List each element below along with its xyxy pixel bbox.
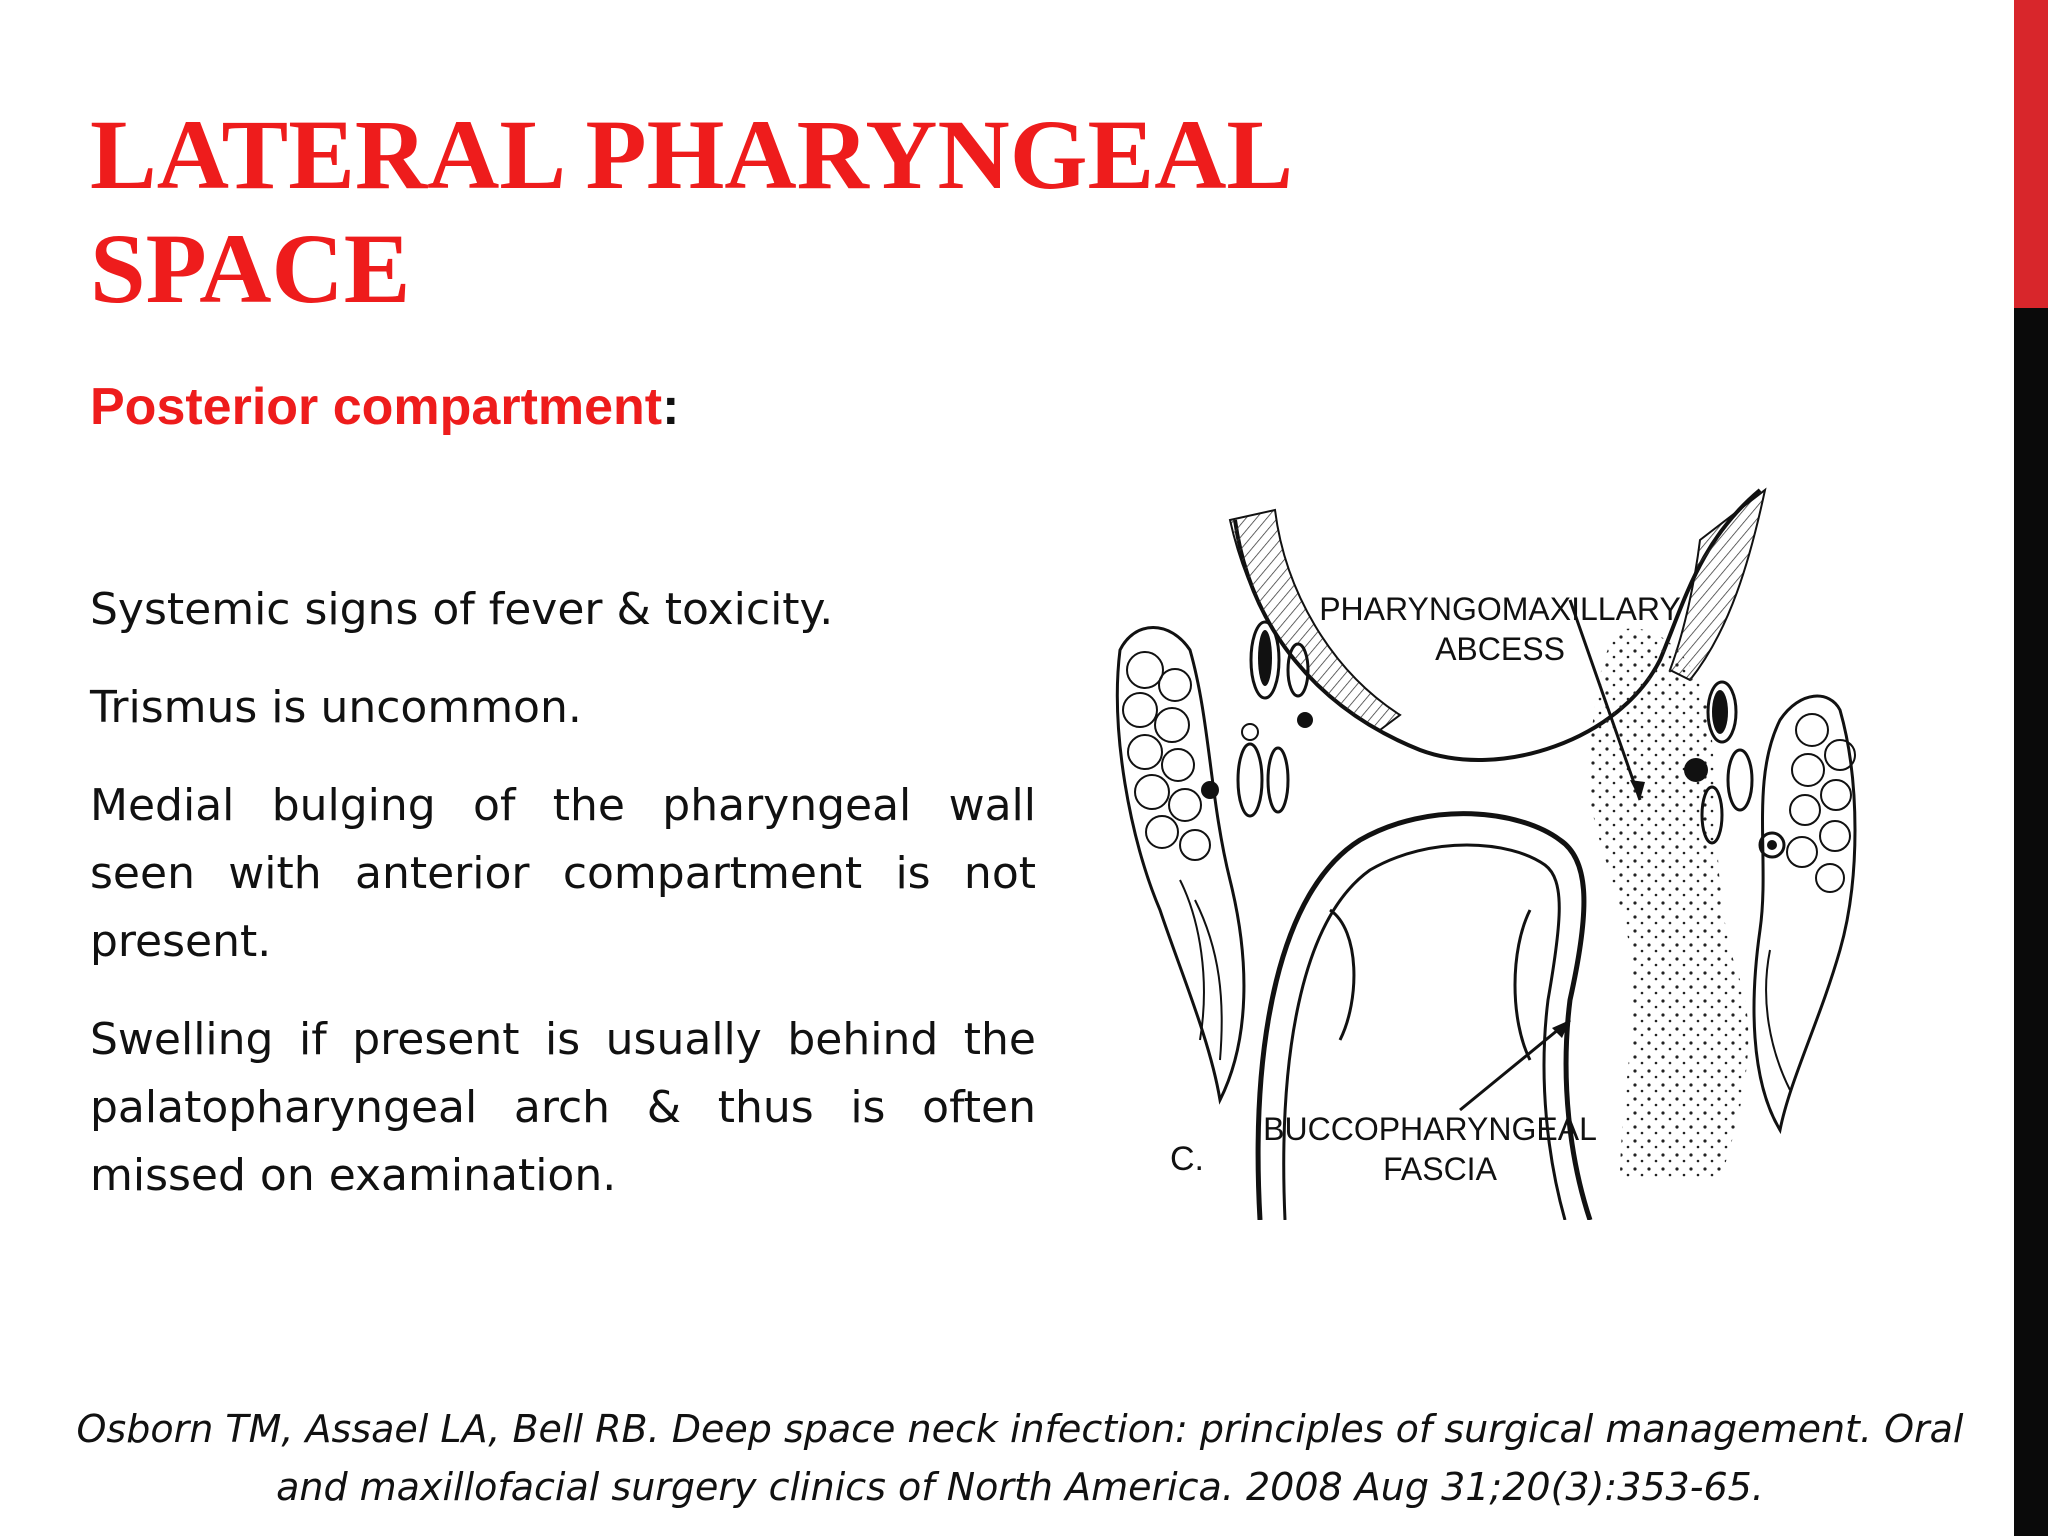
bullet-list (90, 576, 1036, 1240)
tonsil-outline (1330, 910, 1354, 1040)
bullet-item: Medial bulging of the pharyngeal wall seen with anterior compartment is not present. (90, 780, 1036, 967)
bullet-item: Systemic signs of fever & toxicity. (90, 584, 834, 635)
right-gland-lobules (1754, 696, 1855, 1130)
tonsil-outline-right (1515, 910, 1530, 1060)
subtitle (90, 374, 679, 440)
label-fascia-line1: BUCCOPHARYNGEAL (1263, 1111, 1597, 1147)
subtitle-text: Posterior compartment (90, 378, 663, 436)
anatomy-illustration (1100, 480, 1880, 1220)
side-accent-bar-red (2014, 0, 2048, 308)
subtitle-colon: : (662, 378, 680, 436)
bullet-item: Swelling if present is usually behind the palatopharyngeal arch & thus is often missed on examination. (90, 1014, 1036, 1201)
fascia-pointer (1460, 1020, 1570, 1110)
right-hatched-muscle (1670, 490, 1765, 680)
slide-title: LATERAL PHARYNGEAL SPACE (90, 99, 1288, 324)
left-gland-lobules (1117, 628, 1244, 1101)
label-abscess-line2: ABCESS (1435, 631, 1565, 667)
panel-letter: C. (1170, 1140, 1204, 1178)
anatomy-figure (1100, 480, 1880, 1220)
label-fascia-line2: FASCIA (1383, 1151, 1497, 1187)
bullet-item: Trismus is uncommon. (90, 682, 582, 733)
citation: Osborn TM, Assael LA, Bell RB. Deep space neck infection: principles of surgical management. Oral and maxillofacial surgery clinics of North America. 2008 Aug 31;20(3):353-65. (76, 1407, 1964, 1509)
label-abscess-line1: PHARYNGOMAXILLARY (1319, 591, 1681, 627)
side-accent-bar-black (2014, 308, 2048, 1536)
